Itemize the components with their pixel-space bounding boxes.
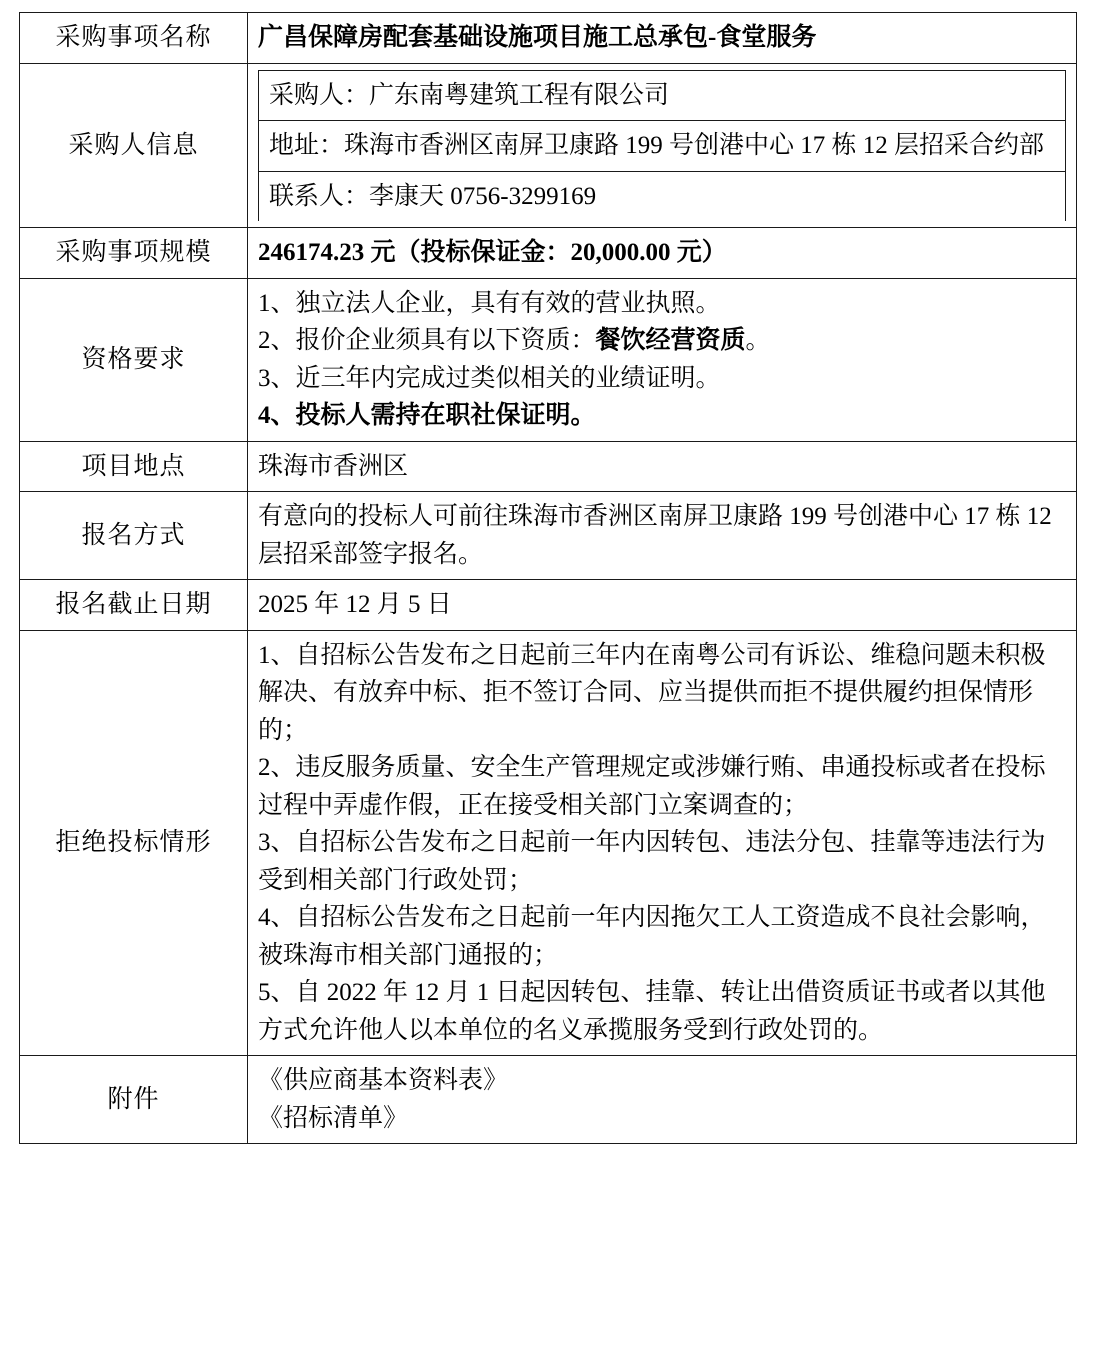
procurement-info-table bbox=[19, 12, 1077, 1144]
qualification-keyword: 餐饮经营资质 bbox=[595, 327, 746, 354]
buyer-info-subtable bbox=[258, 70, 1066, 222]
row-value-project-name: 广昌保障房配套基础设施项目施工总承包-食堂服务 bbox=[248, 13, 1077, 64]
row-value-scale: 246174.23 元（投标保证金：20,000.00 元） bbox=[248, 228, 1077, 279]
buyer-contact-line: 联系人：李康天 0756-3299169 bbox=[259, 171, 1066, 221]
table-row bbox=[20, 630, 1077, 1056]
qualification-line-3: 3、近三年内完成过类似相关的业绩证明。 bbox=[258, 364, 721, 392]
table-row bbox=[20, 63, 1077, 228]
buyer-address-line: 地址：珠海市香洲区南屏卫康路 199 号创港中心 17 栋 12 层招采合约部 bbox=[259, 121, 1066, 172]
row-value-qualification bbox=[248, 278, 1077, 441]
qualification-line-4: 4、投标人需持在职社保证明。 bbox=[258, 402, 596, 429]
table-row bbox=[20, 13, 1077, 64]
qualification-line-1: 1、独立法人企业，具有有效的营业执照。 bbox=[258, 289, 721, 317]
row-label-deadline: 报名截止日期 bbox=[20, 580, 248, 631]
attachment-item-1: 《供应商基本资料表》 bbox=[258, 1067, 509, 1094]
table-row bbox=[20, 1056, 1077, 1144]
row-label-qualification: 资格要求 bbox=[20, 278, 248, 441]
rejection-case-4: 4、自招标公告发布之日起前一年内因拖欠工人工资造成不良社会影响，被珠海市相关部门通报的； bbox=[258, 904, 1046, 969]
row-value-deadline: 2025 年 12 月 5 日 bbox=[248, 580, 1077, 631]
table-row bbox=[20, 492, 1077, 580]
buyer-info-row bbox=[259, 171, 1066, 221]
buyer-info-row bbox=[259, 121, 1066, 172]
qualification-line-2 bbox=[258, 322, 1066, 360]
row-label-scale: 采购事项规模 bbox=[20, 228, 248, 279]
table-row bbox=[20, 441, 1077, 492]
rejection-case-5: 5、自 2022 年 12 月 1 日起因转包、挂靠、转让出借资质证书或者以其他方式允许他人以本单位的名义承揽服务受到行政处罚的。 bbox=[258, 979, 1046, 1044]
buyer-info-row bbox=[259, 70, 1066, 121]
row-label-buyer-info: 采购人信息 bbox=[20, 63, 248, 228]
rejection-case-1: 1、自招标公告发布之日起前三年内在南粤公司有诉讼、维稳问题未积极解决、有放弃中标、拒不签订合同、应当提供而拒不提供履约担保情形的； bbox=[258, 641, 1046, 744]
table-row bbox=[20, 278, 1077, 441]
row-value-attachments bbox=[248, 1056, 1077, 1144]
row-value-location: 珠海市香洲区 bbox=[248, 441, 1077, 492]
qualification-line-2-text: 2、报价企业须具有以下资质：餐饮经营资质。 bbox=[258, 327, 771, 354]
table-row bbox=[20, 580, 1077, 631]
row-label-location: 项目地点 bbox=[20, 441, 248, 492]
buyer-name-line: 采购人：广东南粤建筑工程有限公司 bbox=[259, 70, 1066, 121]
row-value-signup-method: 有意向的投标人可前往珠海市香洲区南屏卫康路 199 号创港中心 17 栋 12 层招采部签字报名。 bbox=[248, 492, 1077, 580]
row-label-signup-method: 报名方式 bbox=[20, 492, 248, 580]
rejection-case-2: 2、违反服务质量、安全生产管理规定或涉嫌行贿、串通投标或者在投标过程中弄虚作假，正在接受相关部门立案调查的； bbox=[258, 754, 1046, 819]
row-label-attachments: 附件 bbox=[20, 1056, 248, 1144]
table-row bbox=[20, 228, 1077, 279]
rejection-case-3: 3、自招标公告发布之日起前一年内因转包、违法分包、挂靠等违法行为受到相关部门行政处罚； bbox=[258, 829, 1046, 894]
attachment-item-2: 《招标清单》 bbox=[258, 1104, 409, 1132]
row-value-buyer-info bbox=[248, 63, 1077, 228]
row-value-rejection-cases bbox=[248, 630, 1077, 1056]
row-label-project-name: 采购事项名称 bbox=[20, 13, 248, 64]
row-label-rejection-cases: 拒绝投标情形 bbox=[20, 630, 248, 1056]
